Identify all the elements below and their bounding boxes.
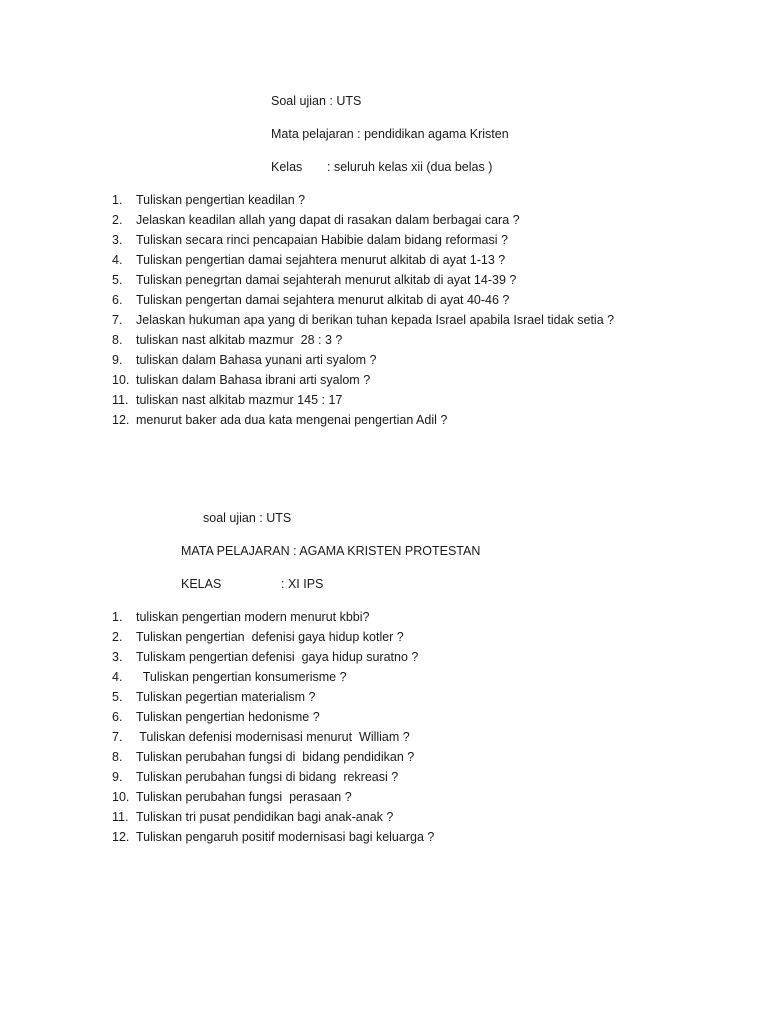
exam-section-2 — [0, 510, 768, 849]
question-number: 2. — [112, 213, 123, 227]
question-item — [0, 789, 768, 809]
question-item — [0, 412, 768, 432]
question-item — [0, 332, 768, 352]
question-item — [0, 252, 768, 272]
class-label: Kelas — [271, 160, 303, 174]
question-number: 5. — [112, 690, 123, 704]
question-text: Tuliskan defenisi modernisasi menurut William ? — [136, 730, 410, 744]
question-number: 5. — [112, 273, 123, 287]
question-list — [0, 192, 768, 432]
question-number: 12. — [112, 413, 130, 427]
question-item — [0, 372, 768, 392]
question-item — [0, 392, 768, 412]
question-number: 3. — [112, 650, 123, 664]
question-item — [0, 352, 768, 372]
question-text: Tuliskan pengaruh positif modernisasi bagi keluarga ? — [136, 830, 435, 844]
question-text: tuliskan pengertian modern menurut kbbi? — [136, 610, 370, 624]
question-number: 10. — [112, 373, 130, 387]
class-line — [0, 576, 768, 609]
question-text: Tuliskan pegertian materialism ? — [136, 690, 316, 704]
question-item — [0, 192, 768, 212]
question-item — [0, 749, 768, 769]
class-value: : XI IPS — [281, 577, 324, 591]
question-item — [0, 212, 768, 232]
question-text: Tuliskan pengertian defenisi gaya hidup kotler ? — [136, 630, 404, 644]
question-number: 4. — [112, 253, 123, 267]
subject-line: MATA PELAJARAN : AGAMA KRISTEN PROTESTAN — [181, 544, 481, 558]
question-item — [0, 689, 768, 709]
question-item — [0, 809, 768, 829]
question-number: 2. — [112, 630, 123, 644]
class-value: : seluruh kelas xii (dua belas ) — [327, 160, 493, 174]
question-item — [0, 312, 768, 332]
question-text: Tuliskan perubahan fungsi di bidang pendidikan ? — [136, 750, 415, 764]
question-item — [0, 769, 768, 789]
question-item — [0, 292, 768, 312]
question-number: 10. — [112, 790, 130, 804]
question-text: Tuliskan secara rinci pencapaian Habibie dalam bidang reformasi ? — [136, 233, 508, 247]
question-text: Jelaskan keadilan allah yang dapat di rasakan dalam berbagai cara ? — [136, 213, 520, 227]
question-number: 11. — [112, 810, 129, 824]
question-number: 1. — [112, 193, 123, 207]
question-text: Tuliskan penegrtan damai sejahterah menurut alkitab di ayat 14-39 ? — [136, 273, 517, 287]
question-text: Tuliskan pengertian konsumerisme ? — [136, 670, 347, 684]
question-number: 6. — [112, 293, 123, 307]
question-text: tuliskan dalam Bahasa ibrani arti syalom ? — [136, 373, 371, 387]
question-item — [0, 709, 768, 729]
question-text: tuliskan nast alkitab mazmur 28 : 3 ? — [136, 333, 343, 347]
question-item — [0, 609, 768, 629]
question-number: 7. — [112, 313, 123, 327]
question-number: 9. — [112, 353, 123, 367]
question-number: 11. — [112, 393, 129, 407]
question-item — [0, 649, 768, 669]
question-text: Tuliskan pengertian hedonisme ? — [136, 710, 320, 724]
question-number: 7. — [112, 730, 123, 744]
question-text: tuliskan nast alkitab mazmur 145 : 17 — [136, 393, 343, 407]
question-text: Tuliskan pengertian damai sejahtera menurut alkitab di ayat 1-13 ? — [136, 253, 506, 267]
exam-section-1 — [0, 93, 768, 432]
question-item — [0, 669, 768, 689]
question-text: menurut baker ada dua kata mengenai pengertian Adil ? — [136, 413, 448, 427]
question-number: 1. — [112, 610, 123, 624]
question-text: tuliskan dalam Bahasa yunani arti syalom ? — [136, 353, 377, 367]
exam-title: Soal ujian : UTS — [271, 94, 362, 108]
question-number: 9. — [112, 770, 123, 784]
question-text: Tuliskan pengertian keadilan ? — [136, 193, 306, 207]
class-line — [0, 159, 768, 192]
exam-title: soal ujian : UTS — [203, 511, 292, 525]
question-text: Tuliskan tri pusat pendidikan bagi anak-anak ? — [136, 810, 394, 824]
question-text: Tuliskan perubahan fungsi perasaan ? — [136, 790, 352, 804]
question-number: 3. — [112, 233, 123, 247]
question-item — [0, 232, 768, 252]
question-text: Tuliskan pengertan damai sejahtera menurut alkitab di ayat 40-46 ? — [136, 293, 510, 307]
question-text: Jelaskan hukuman apa yang di berikan tuhan kepada Israel apabila Israel tidak setia ? — [136, 313, 615, 327]
question-item — [0, 729, 768, 749]
class-label: KELAS — [181, 577, 222, 591]
question-number: 8. — [112, 333, 123, 347]
question-number: 6. — [112, 710, 123, 724]
question-number: 12. — [112, 830, 130, 844]
question-list — [0, 609, 768, 849]
question-item — [0, 829, 768, 849]
question-number: 4. — [112, 670, 123, 684]
question-number: 8. — [112, 750, 123, 764]
subject-line: Mata pelajaran : pendidikan agama Kristen — [271, 127, 509, 141]
question-item — [0, 629, 768, 649]
question-item — [0, 272, 768, 292]
question-text: Tuliskam pengertian defenisi gaya hidup suratno ? — [136, 650, 419, 664]
question-text: Tuliskan perubahan fungsi di bidang rekreasi ? — [136, 770, 399, 784]
